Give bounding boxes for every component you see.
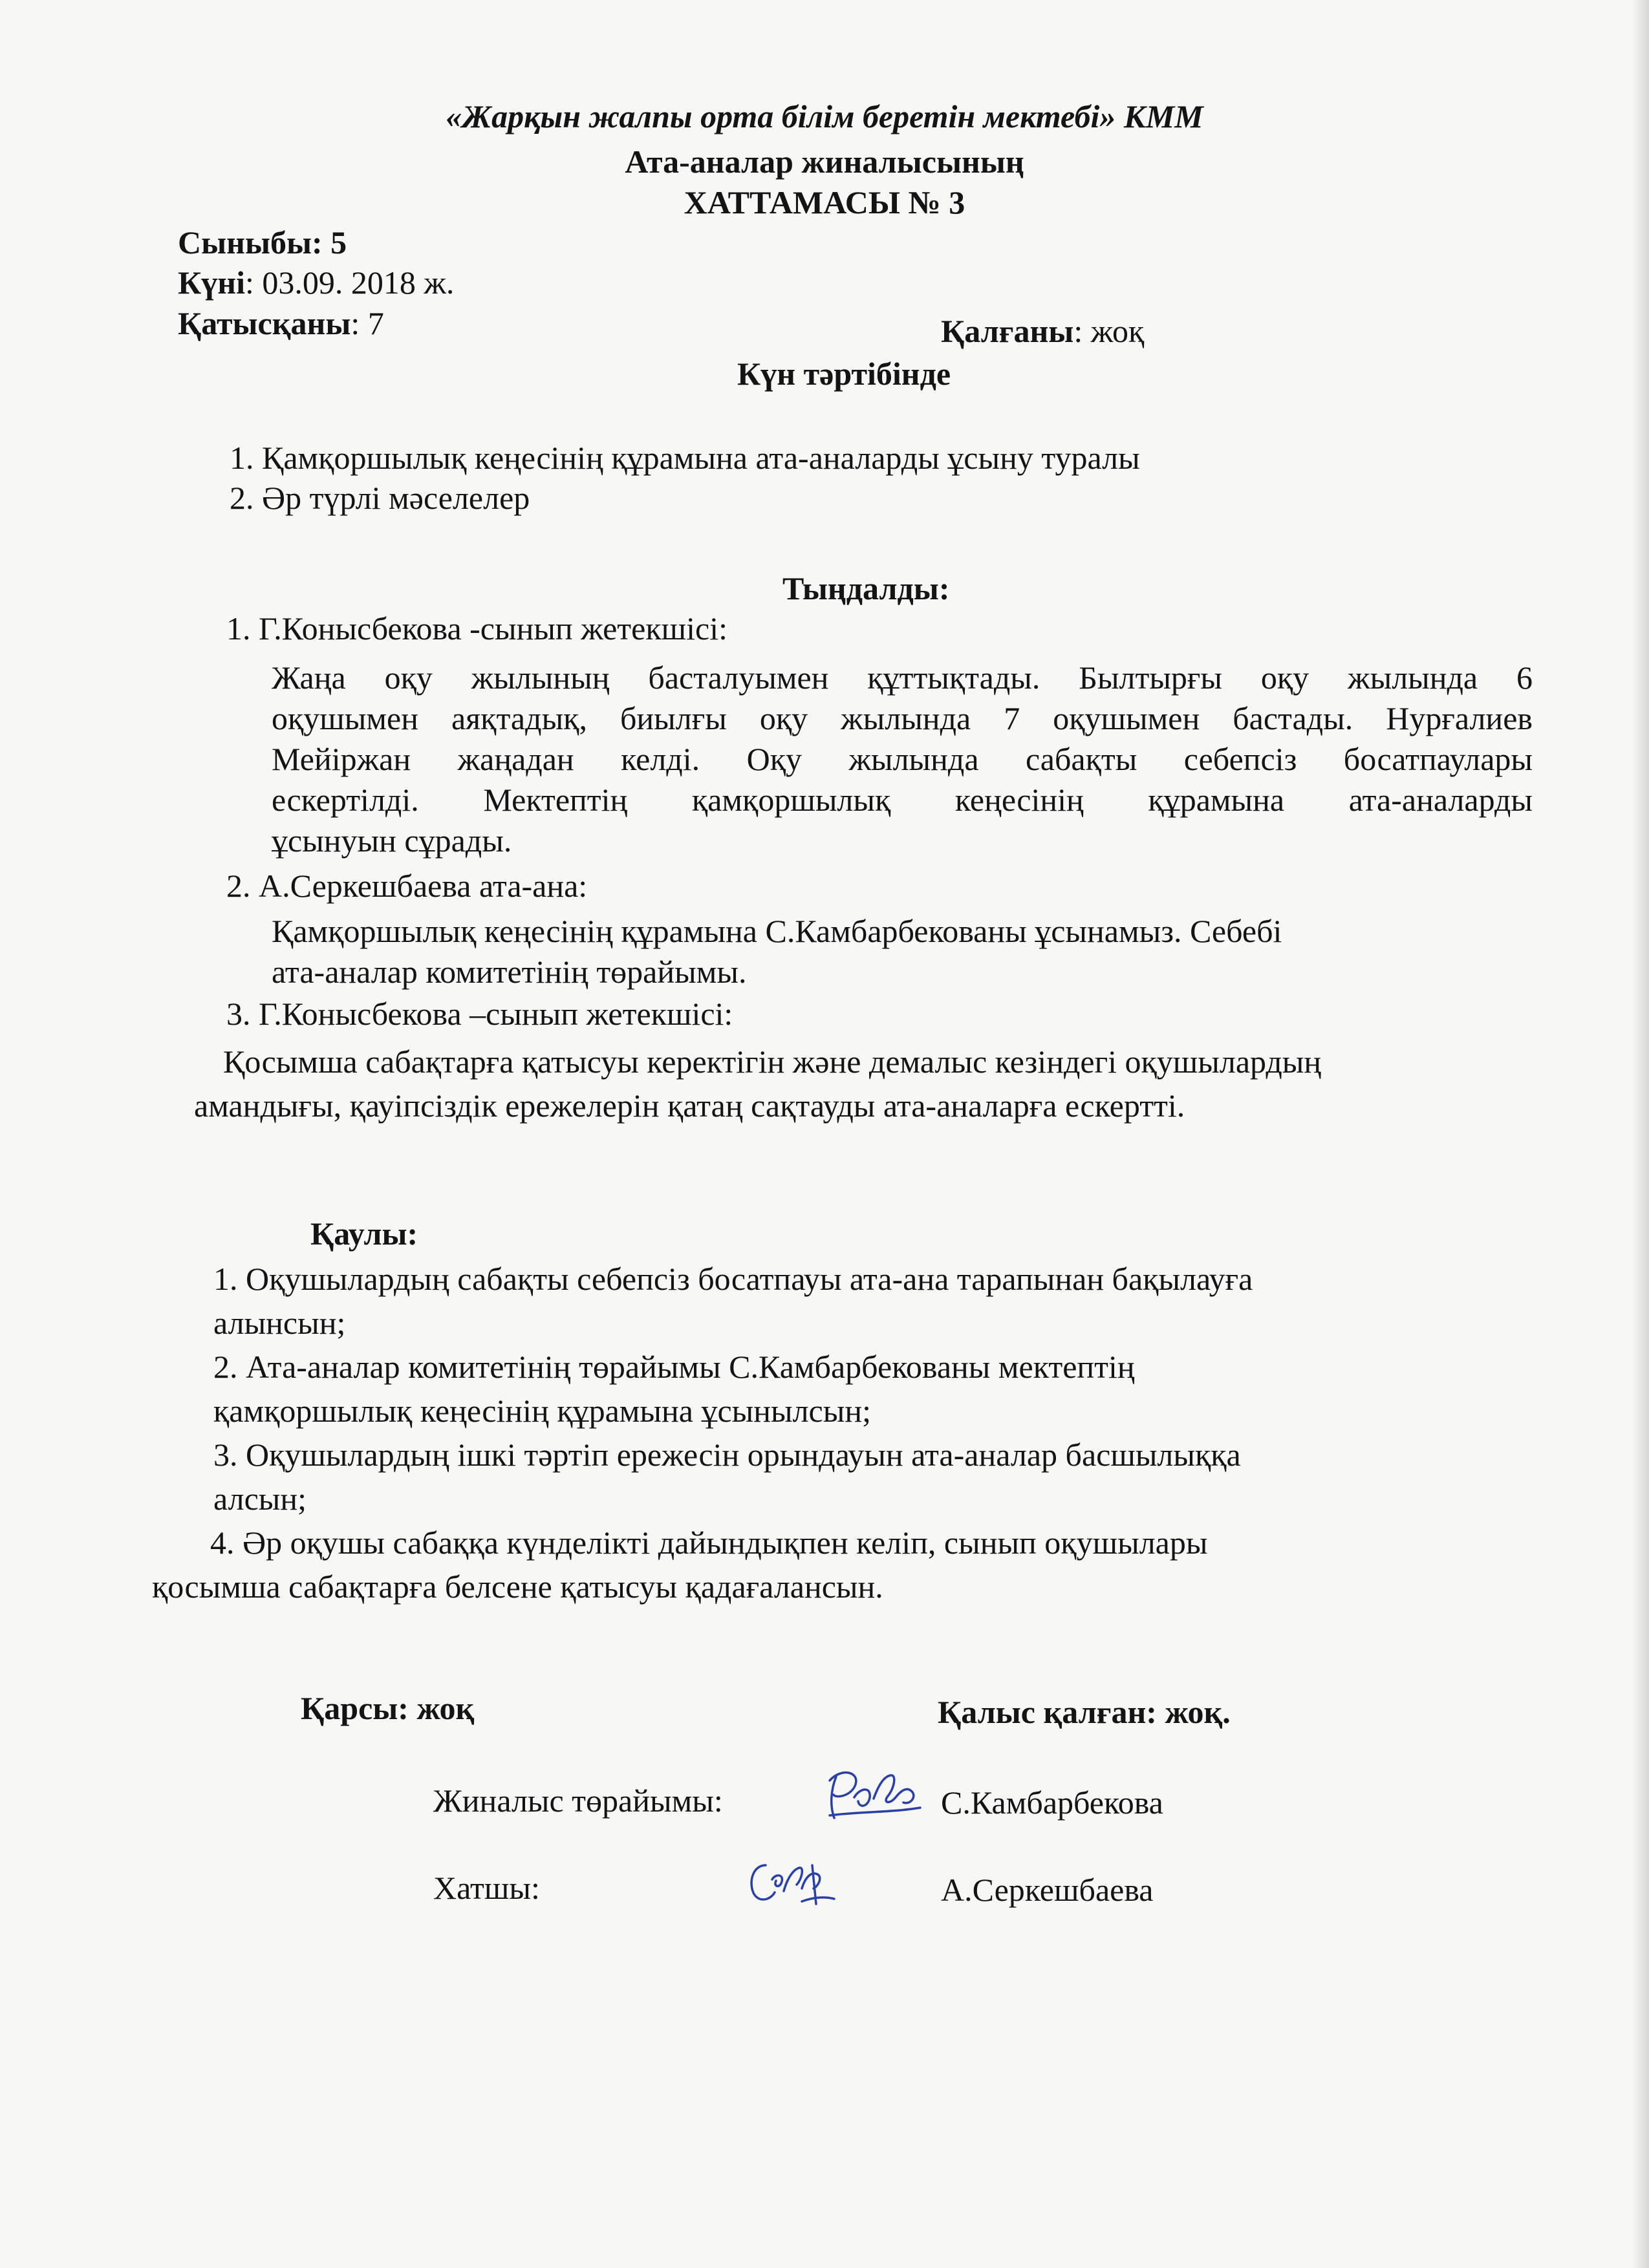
speaker-2: 2. А.Серкешбаева ата-ана: (226, 868, 588, 904)
absent-label: Қалғаны (941, 313, 1074, 349)
chair-name: С.Камбарбекова (941, 1784, 1163, 1821)
speaker-3: 3. Г.Конысбекова –сынып жетекшісі: (226, 996, 733, 1032)
speaker-2-text-line: Қамқоршылық кеңесінің құрамына С.Камбарбекованы ұсынамыз. Себебі (272, 913, 1282, 949)
present-line (178, 304, 384, 343)
speaker-1: 1. Г.Конысбекова -сынып жетекшісі: (226, 610, 727, 647)
date-label: Күні (178, 264, 245, 301)
vote-against: Қарсы: жоқ (301, 1690, 475, 1726)
present-value: : 7 (350, 305, 384, 341)
class-label: Сыныбы: 5 (178, 224, 347, 261)
secretary-label: Хатшы: (433, 1870, 540, 1906)
speaker-1-text-line: оқушымен аяқтадық, биылғы оқу жылында 7 оқушымен бастады. Нурғалиев (272, 700, 1533, 736)
document-subtitle: Ата-аналар жиналысының (625, 144, 1024, 180)
chair-label: Жиналыс төрайымы: (433, 1782, 723, 1819)
date-line (178, 263, 454, 302)
document-title: ХАТТАМАСЫ № 3 (684, 184, 965, 220)
resolution-heading: Қаулы: (310, 1215, 418, 1252)
resolution-line: 4. Әр оқушы сабаққа күнделікті дайындықпен келіп, сынып оқушылары (210, 1524, 1208, 1561)
resolution-line: алсын; (213, 1481, 307, 1517)
absent-value: : жоқ (1073, 313, 1145, 349)
speaker-3-text-line: амандығы, қауіпсіздік ережелерін қатаң сақтауды ата-аналарға ескертті. (194, 1087, 1185, 1124)
secretary-signature (737, 1846, 841, 1917)
chair-signature-stroke (830, 1773, 920, 1818)
speaker-1-text-line: Мейiржан жаңадан келді. Оқу жылында сабақты себепсіз босатпаулары (272, 741, 1533, 777)
date-value: : 03.09. 2018 ж. (244, 264, 455, 301)
resolution-line: 3. Оқушылардың ішкі тәртіп ережесін орындауын ата-аналар басшылыққа (213, 1437, 1241, 1473)
resolution-line: 2. Ата-аналар комитетінің төрайымы С.Камбарбекованы мектептің (213, 1349, 1135, 1385)
absent-line (941, 312, 1144, 350)
speaker-2-text-line: ата-аналар комитетінің төрайымы. (272, 954, 747, 990)
secretary-name: А.Серкешбаева (941, 1872, 1154, 1908)
resolution-line: алынсын; (213, 1305, 346, 1341)
agenda-heading: Күн тәртібінде (737, 356, 951, 392)
vote-abstained: Қалыс қалған: жоқ. (938, 1694, 1231, 1730)
scan-edge-shadow (1632, 0, 1649, 2268)
speaker-3-text-line: Қосымша сабақтарға қатысуы керектігін және демалыс кезіндегі оқушылардың (223, 1043, 1322, 1080)
speaker-1-text-line: Жаңа оқу жылының басталуымен құттықтады. Былтырғы оқу жылында 6 (272, 659, 1533, 696)
speaker-1-text-line: ескертілді. Мектептің қамқоршылық кеңесінің құрамына ата-аналарды (272, 782, 1533, 818)
secretary-signature-stroke (751, 1865, 834, 1904)
agenda-item-2: 2. Әр түрлі мәселелер (230, 480, 530, 516)
resolution-line: 1. Оқушылардың сабақты себепсіз босатпауы ата-ана тарапынан бақылауға (213, 1261, 1253, 1297)
speaker-1-text-line: ұсынуын сұрады. (272, 822, 512, 859)
heard-heading: Тыңдалды: (782, 570, 950, 606)
chair-signature (818, 1759, 928, 1830)
resolution-line: қосымша сабақтарға белсене қатысуы қадағалансын. (152, 1568, 883, 1605)
present-label: Қатысқаны (178, 305, 351, 341)
agenda-item-1: 1. Қамқоршылық кеңесінің құрамына ата-аналарды ұсыну туралы (230, 440, 1140, 476)
school-name: «Жарқын жалпы орта білім беретін мектебі» КММ (446, 98, 1203, 134)
resolution-line: қамқоршылық кеңесінің құрамына ұсынылсын; (213, 1393, 871, 1429)
